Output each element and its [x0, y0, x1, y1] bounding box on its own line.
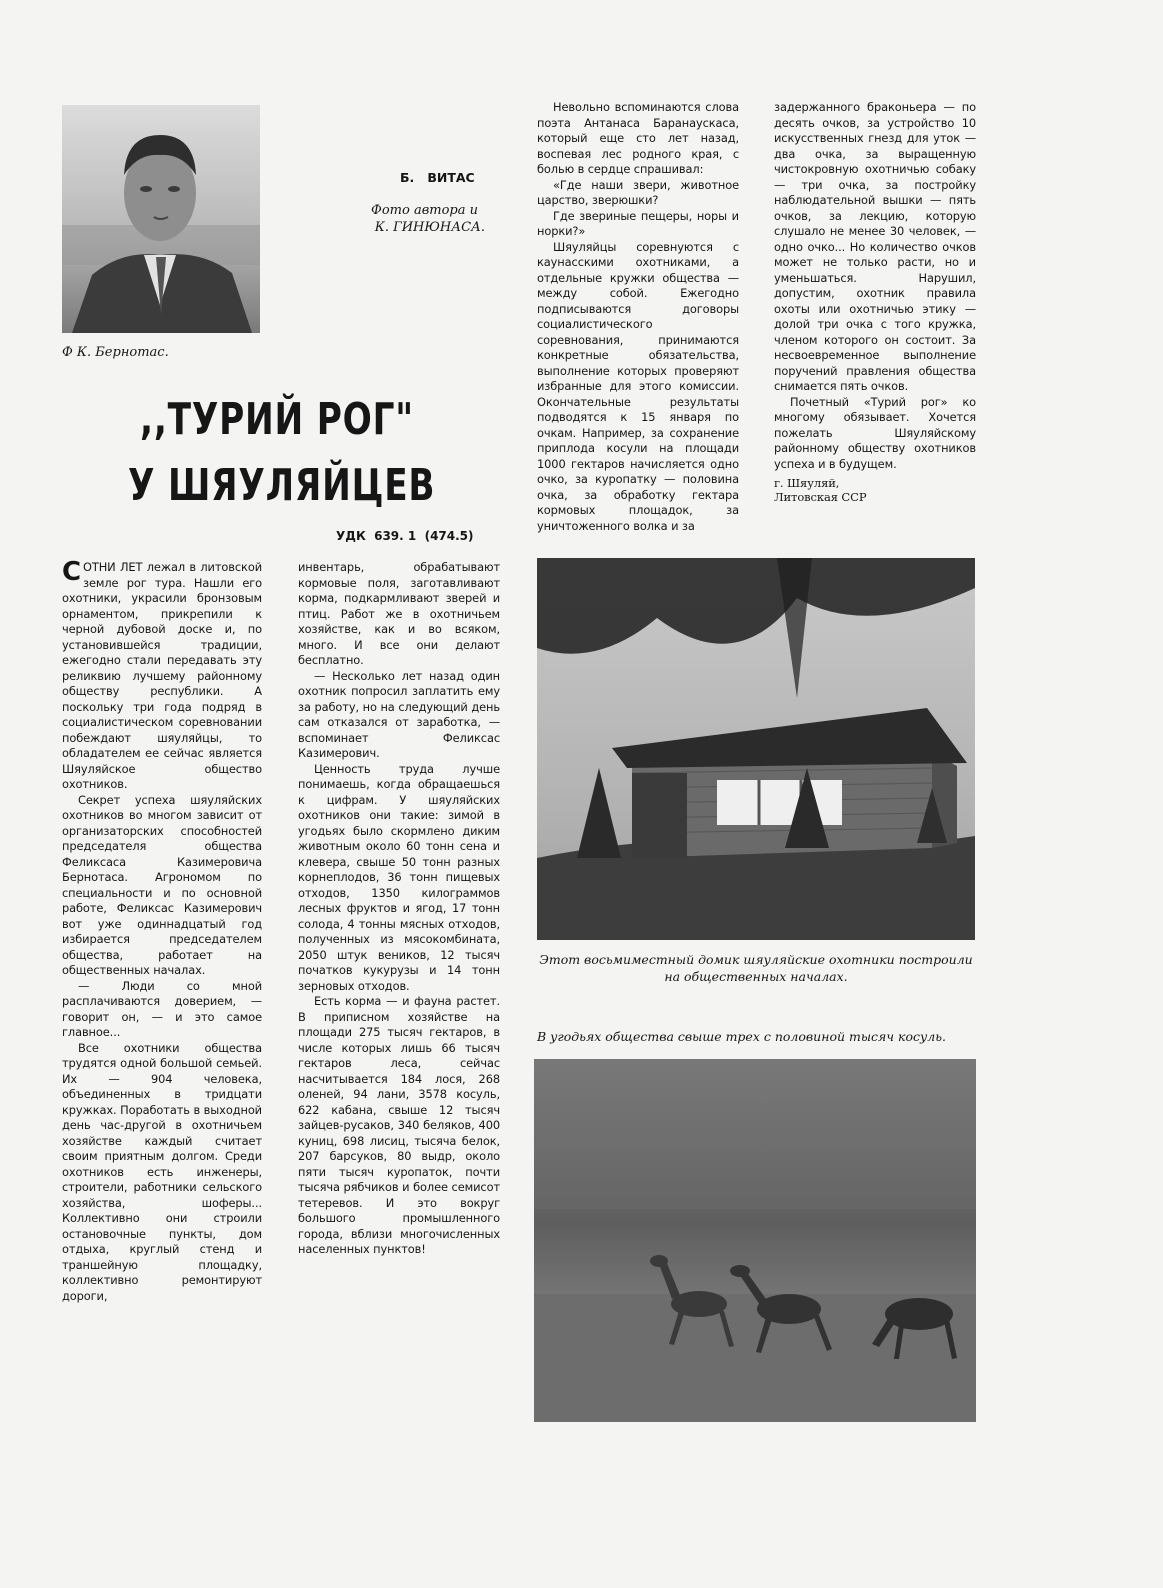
column1-paragraph-4: Все охотники общества трудятся одной большой семьей. Их — 904 человека, объединенных в тридцати кружках. Поработать в выходной день час-другой в охотничьем хозяйстве каждый считает своим приятным долгом. Среди охотников есть инженеры, строители, работники сельского хозяйства, шоферы... Коллективно они строили остановочные пункты, дом отдыха, круглый стенд и траншейную площадку, коллективно ремонтируют дороги,: [62, 1040, 262, 1303]
udk-code: УДК 639. 1 (474.5): [336, 529, 474, 543]
column1-paragraph-1: [62, 557, 262, 793]
photo-credit-line2: К. ГИНЮНАСА.: [374, 220, 485, 235]
column4-paragraph-2: Почетный «Турий рог» ко многому обязывает. Хочется пожелать Шяуляйскому районному обществу охотников успеха и в будущем.: [774, 394, 976, 471]
article-column-4: [774, 100, 976, 504]
column2-paragraph-1: инвентарь, обрабатывают кормовые поля, заготавливают корма, подкармливают зверей и птиц. Работ же в охотничьем хозяйстве, как и во всяком, много. И все они делают бесплатно.: [298, 560, 500, 667]
column2-paragraph-4: Есть корма — и фауна растет. В приписном хозяйстве на площади 275 тысяч гектаров, в числе которых лишь 66 тысяч гектаров леса, сейчас насчитывается 184 лося, 268 оленей, 94 лани, 3578 косуль, 622 кабана, свыше 12 тысяч зайцев-русаков, 340 беляков, 400 куниц, 698 лисиц, тысяча белок, 207 барсуков, 80 выдр, около пяти тысяч куропаток, почти тысяча рябчиков и более семисот тетеревов. И это вокруг большого промышленного города, вблизи многочисленных населенных пунктов!: [298, 994, 500, 1256]
house-photo-caption-line1: Этот восьмиместный домик шяуляйские охотники построили: [539, 952, 973, 967]
author-name: Б. ВИТАС: [400, 170, 475, 185]
headline-line1: ,,ТУРИЙ РОГ": [140, 394, 414, 445]
place-signature: [774, 476, 976, 504]
headline-line2: У ШЯУЛЯЙЦЕВ: [128, 460, 436, 511]
house-image: [537, 558, 975, 940]
column3-paragraph-1: Невольно вспоминаются слова поэта Антанаса Баранаускаса, который еще сто лет назад, воспевая лес родного края, с болью в сердце спрашивал:: [537, 100, 739, 176]
place-region: Литовская ССР: [774, 490, 867, 504]
deer-photo: [534, 1059, 976, 1422]
column1-paragraph-2: Секрет успеха шяуляйских охотников во многом зависит от организаторских способностей председателя общества Феликсаса Казимеровича Бернотаса. Агрономом по специальности и по основной работе, Феликсас Казимерович вот уже одиннадцатый год избирается председателем общества, работает на общественных началах.: [62, 792, 262, 977]
column2-paragraph-2: — Несколько лет назад один охотник попросил заплатить ему за работу, но на следующий день сам отказался от заработка, — вспоминает Феликсас Казимерович.: [298, 668, 500, 760]
article-column-2: [298, 560, 500, 1258]
column3-quote-2: Где звериные пещеры, норы и норки?»: [537, 208, 739, 238]
column4-paragraph-1: задержанного браконьера — по десять очков, за устройство 10 искусственных гнезд для уток — два очка, за выращенную чистокровную охотничью собаку — три очка, за постройку наблюдательной вышки — пять очков, за лекцию, которую слушало не менее 30 человек, — одно очко... Но количество очков может не только расти, но и уменьшаться. Нарушил, допустим, охотник правила охоты или охотничью этику — долой три очка с того кружка, членом которого он состоит. За несвоевременное выполнение поручений правления общества снимается пять очков.: [774, 100, 976, 393]
column3-paragraph-2: Шяуляйцы соревнуются с каунасскими охотниками, а отдельные кружки общества — между собой. Ежегодно подписываются договоры социалистического соревнования, принимаются конкретные обязательства, выполнение которых проверяют избранные для этого комиссии. Окончательные результаты подводятся к 15 января по очкам. Например, за сохранение приплода косули на площади 1000 гектаров начисляется одно очко, за куропатку — половина очка, за обработку гектара кормовых площадок, за уничтоженного волка и за: [537, 239, 739, 533]
deer-photo-caption: В угодьях общества свыше трех с половиной тысяч косуль.: [537, 1029, 947, 1044]
column3-quote-1: «Где наши звери, животное царство, зверюшки?: [537, 177, 739, 207]
deer-image: [534, 1059, 976, 1422]
portrait-image: [62, 105, 260, 333]
drop-cap: С: [62, 557, 81, 587]
article-column-1: [62, 557, 262, 1304]
portrait-photo: [62, 105, 260, 333]
house-photo-caption-line2: на общественных началах.: [664, 969, 848, 984]
column2-paragraph-3: Ценность труда лучше понимаешь, когда обращаешься к цифрам. У шяуляйских охотников они такие: зимой в угодьях было скормлено диким животным около 60 тонн сена и клевера, свыше 50 тонн разных корнеплодов, 36 тонн пищевых отходов, 1350 килограммов лесных фруктов и ягод, 17 тонн солода, 4 тонны мясных отходов, полученных из мясокомбината, 2050 штук веников, 12 тысяч початков кукурузы и 14 тонн зерновых отходов.: [298, 761, 500, 993]
column1-p1-text: ОТНИ ЛЕТ лежал в литовской земле рог тура. Нашли его охотники, украсили бронзовым орнаментом, прикрепили к черной дубовой доске и, по установившейся традиции, ежегодно стали передавать эту реликвию лучшему районному обществу республики. А поскольку три года подряд в социалистическом соревновании побеждают шяуляйцы, то обладателем ее сейчас является Шяуляйское общество охотников.: [62, 560, 262, 791]
portrait-caption: Ф К. Бернотас.: [62, 345, 169, 360]
column1-paragraph-3: — Люди со мной расплачиваются доверием, — говорит он, — и это самое главное...: [62, 978, 262, 1039]
article-column-3: [537, 100, 739, 534]
house-photo: [537, 558, 975, 940]
place-city: г. Шяуляй,: [774, 476, 840, 490]
photo-credit-line1: Фото автора и: [371, 203, 478, 218]
